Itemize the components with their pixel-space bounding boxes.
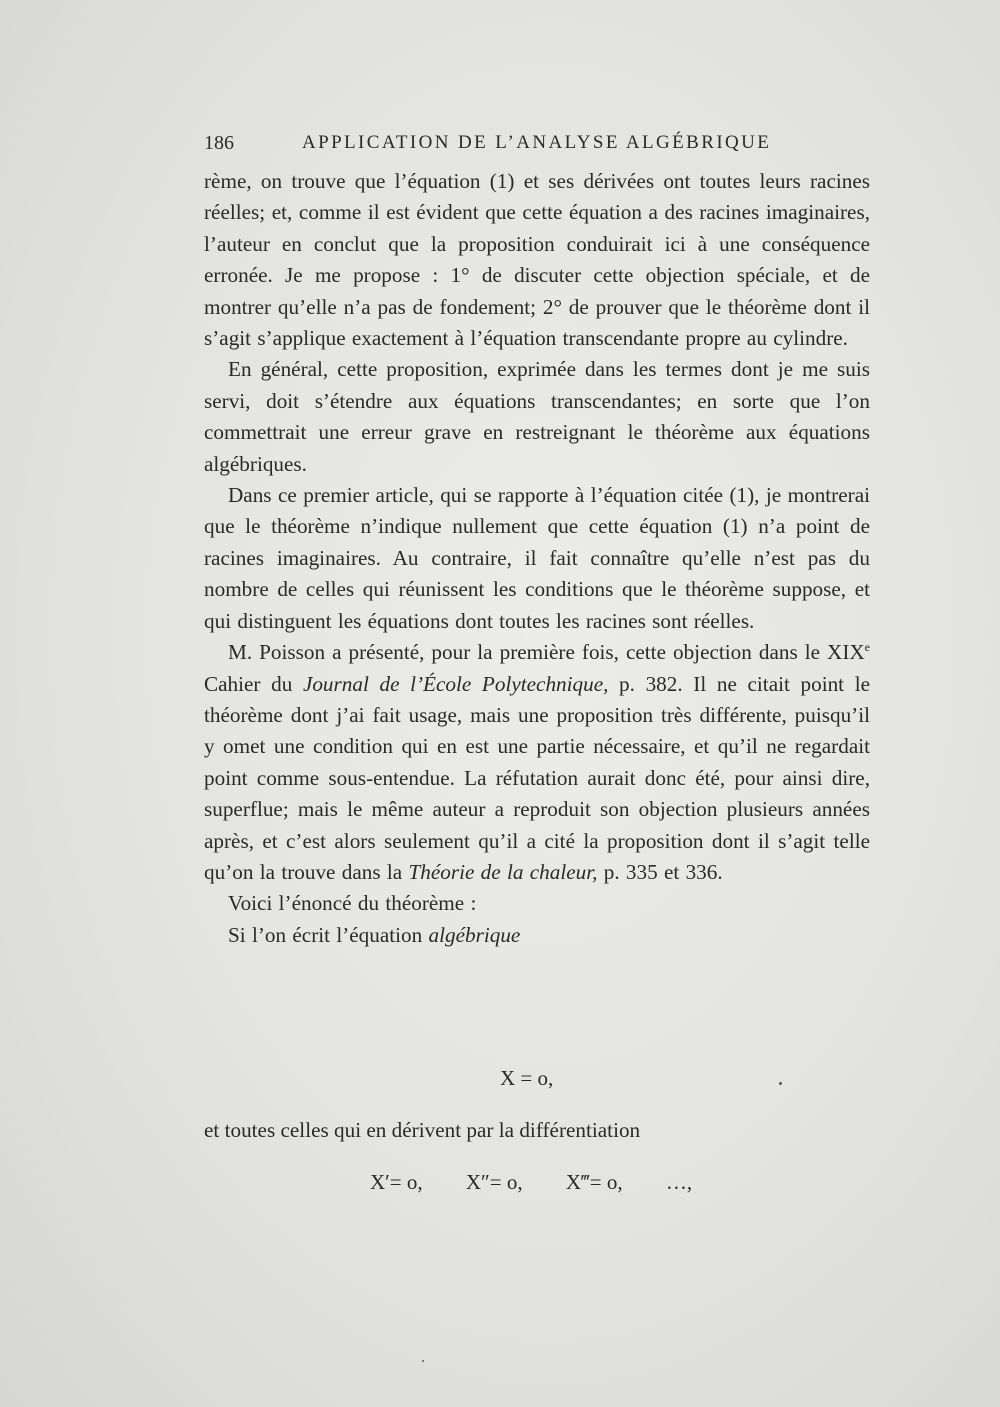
equation-x-triple-prime: X‴= o, — [565, 1170, 623, 1194]
equation-x-prime: X′= o, — [370, 1170, 423, 1194]
paragraph-2: En général, cette proposition, exprimée dans les termes dont je me suis servi, doit s’étendre aux équations transcendantes; en sorte que l’on commettrait une erreur grave en restreignant le théorème aux équations algébriques. — [204, 357, 870, 476]
paragraph-4-part-3: p. 382. Il ne citait point le théorème dont j’ai fait usage, mais une proposition très différente, puisqu’il y omet une condition qui en est une partie nécessaire, et qu’il ne regardait point comme sous-entendue. La réfutation aurait donc été, pour ainsi dire, superflue; mais le même auteur a reproduit son objection plusieurs années après, et c’est alors seulement qu’il a cité la proposition dont il s’agit telle qu’on la trouve dans la — [204, 671, 870, 884]
equation-ellipsis: …, — [665, 1170, 693, 1194]
paragraph-5: Voici l’énoncé du théorème : — [228, 891, 477, 916]
italic-algebrique: algébrique — [428, 922, 521, 947]
derivative-equations — [370, 1170, 730, 1195]
equation-x-double-prime: X″= o, — [465, 1170, 523, 1194]
paragraph-3: Dans ce premier article, qui se rapporte à l’équation citée (1), je montrerai que le théorème n’indique nullement que cette équation (1) n’a point de racines imaginaires. Au contraire, il fait connaître qu’elle n’est pas du nombre de celles qui réunissent les conditions que le théorème suppose, et qui distinguent les équations dont toutes les racines sont réelles. — [204, 483, 870, 633]
superscript-e: e — [864, 640, 870, 655]
paper-speck — [422, 1360, 424, 1362]
journal-title: Journal de l’École Polytechnique, — [302, 671, 609, 696]
paragraph-4-part-4: p. 335 et 336. — [597, 859, 723, 884]
page-number: 186 — [204, 132, 234, 154]
body-text — [204, 166, 870, 951]
page-header — [204, 132, 784, 156]
continuation-line: et toutes celles qui en dérivent par la différentiation — [204, 1118, 641, 1142]
paragraph-6-part-1: Si l’on écrit l’équation — [228, 922, 429, 947]
paragraph-4-part-1: M. Poisson a présenté, pour la première fois, cette objection dans le XIX — [228, 640, 865, 665]
paragraph-4-part-2: Cahier du — [204, 671, 303, 696]
paragraph-6 — [204, 920, 870, 951]
running-title: APPLICATION DE L’ANALYSE ALGÉBRIQUE — [302, 132, 772, 153]
book-title: Théorie de la chaleur, — [408, 859, 598, 884]
paper-speck — [779, 1082, 782, 1085]
equation-x-zero: X = o, — [500, 1066, 554, 1090]
paragraph-4 — [204, 637, 870, 888]
paragraph-1: rème, on trouve que l’équation (1) et ses dérivées ont toutes leurs racines réelles; et, comme il est évident que cette équation a des racines imaginaires, l’auteur en conclut que la proposition conduirait ici à une conséquence erronée. Je me propose : 1° de discuter cette objection spéciale, et de montrer qu’elle n’a pas de fondement; 2° de prouver que le théorème dont il s’agit s’applique exactement à l’équation transcendante propre au cylindre. — [204, 169, 870, 351]
